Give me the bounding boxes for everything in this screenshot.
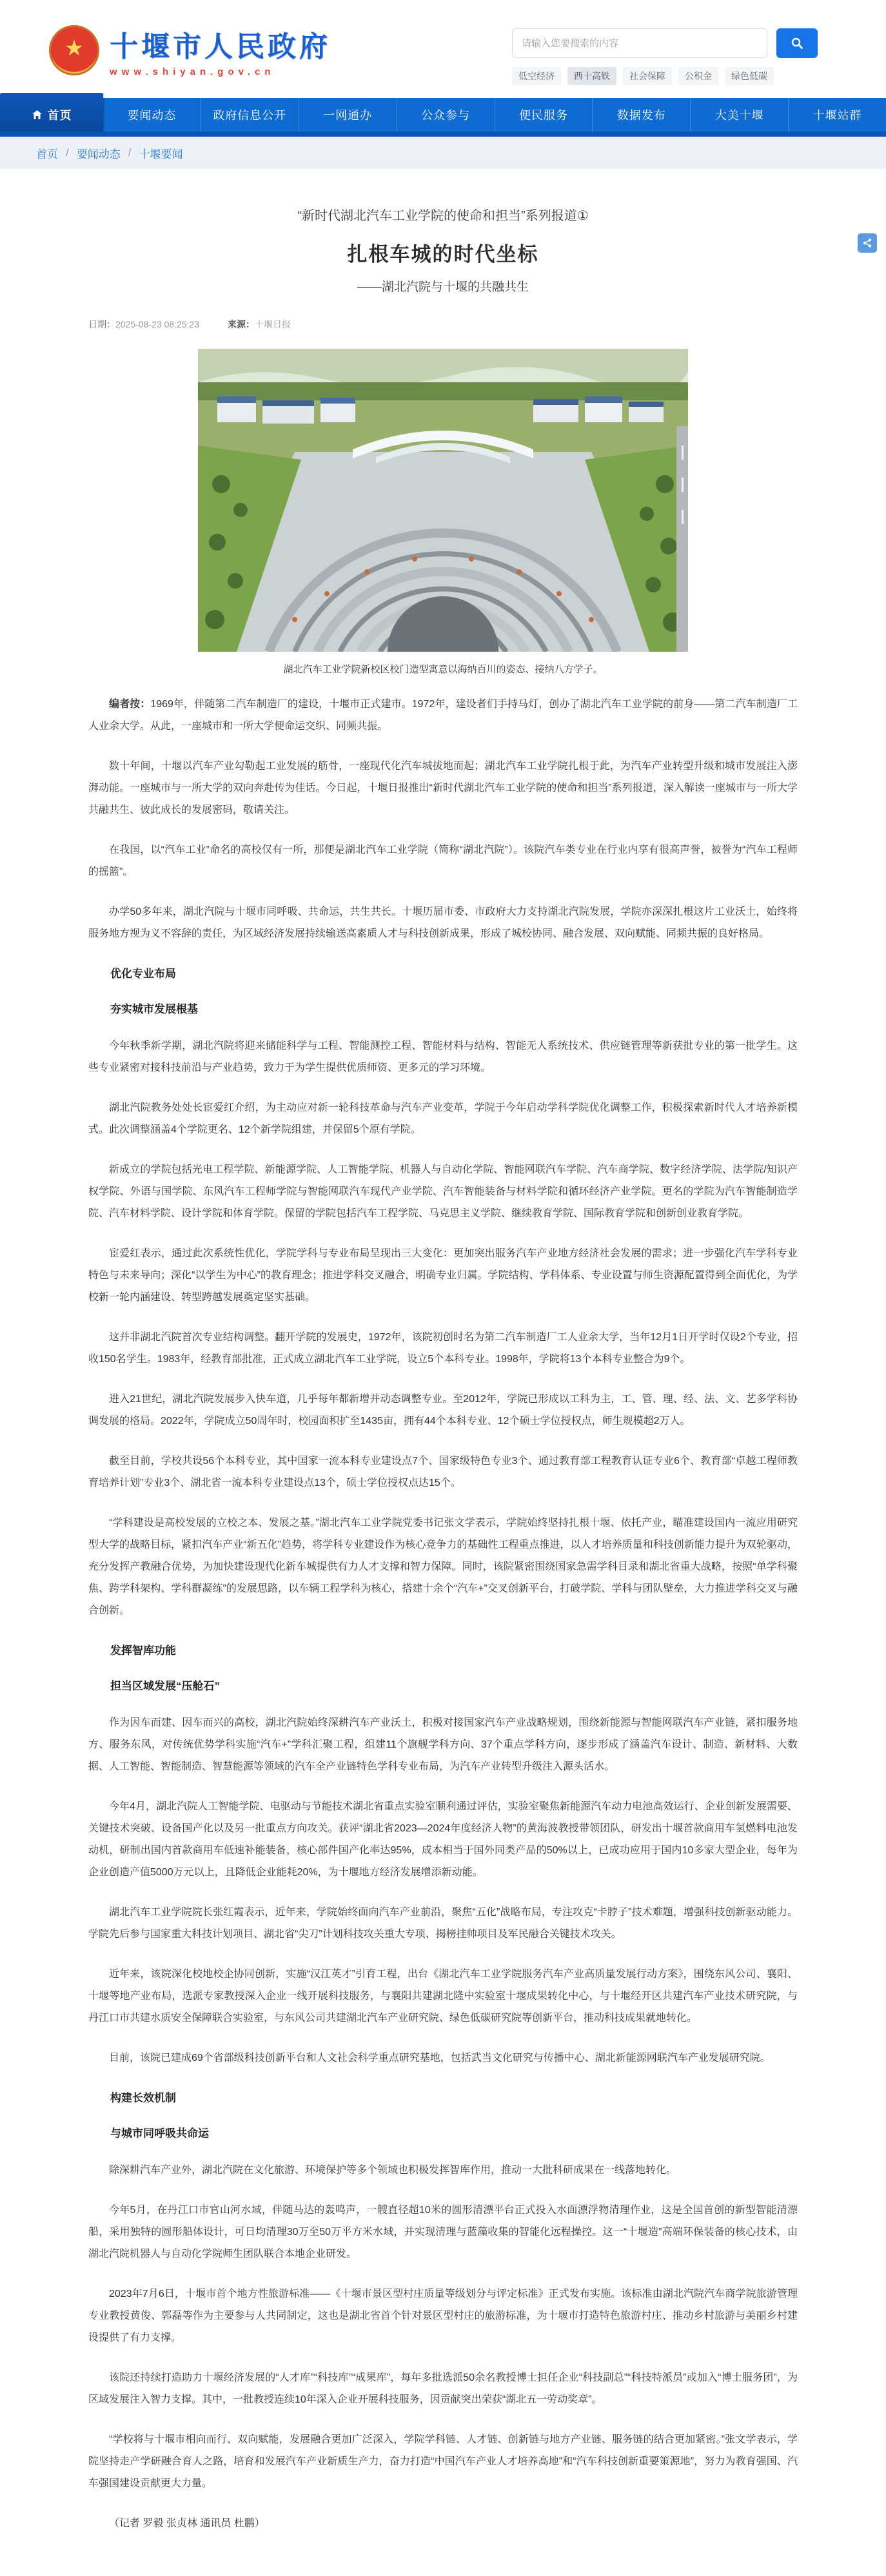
article-source: 十堰日报 [255,319,291,329]
article-paragraph: 今年5月，在丹江口市官山河水域，伴随马达的轰鸣声，一艘直径超10米的圆形清漂平台正式投入水面漂浮物清理作业，这是全国首创的新型智能清漂船，采用独特的圆形船体设计，可日均清理30万至50万平方米水域，并实现清理与蓝藻收集的智能化远程操控。这一“十堰造”高端环保装备的核心技术，由湖北汽院机器人与自动化学院师生团队联合本地企业研发。 [88,2205,798,2259]
nav-item-label: 政府信息公开 [213,109,287,122]
article-paragraph: 该院还持续打造助力十堰经济发展的“人才库”“科技库”“成果库”，每年多批选派50余名教授博士担任企业“科技副总”“科技特派员”或加入“博士服务团”，为区域发展注入智力支撑。其中，一批教授连续10年深入企业开展科技服务，因贡献突出荣获“湖北五一劳动奖章”。 [88,2372,798,2405]
article-paragraph: 湖北汽车工业学院院长张红霞表示，近年来，学院始终面向汽车产业前沿，聚焦“五化”战略布局，专注攻克“卡脖子”技术难题，增强科技创新驱动能力。学院先后参与国家重大科技计划项目、湖北省“尖刀”计划科技攻关重大专项、揭榜挂帅项目及军民融合关键技术攻关。 [88,1907,798,1940]
article-date: 2025-08-23 08:25:23 [115,319,199,329]
nav-item-2[interactable] [103,98,201,132]
main-nav [0,98,886,132]
article-paragraph: 截至目前，学校共设56个本科专业，其中国家一流本科专业建设点7个、国家级特色专业3个、通过教育部工程教育认证专业6个、教育部“卓越工程师教育培养计划”专业3个、湖北省一流本科专业建设点13个，硕士学位授权点达15个。 [88,1456,798,1488]
breadcrumb-separator: / [66,146,69,159]
section-heading: 优化专业布局 [110,968,176,980]
article-paragraph: 办学50多年来，湖北汽院与十堰市同呼吸、共命运，共生共长。十堰历届市委、市政府大力支持湖北汽院发展，学院亦深深扎根这片工业沃土，始终将服务地方视为义不容辞的责任，为区域经济发展持续输送高素质人才与科技创新成果，形成了城校协同、融合发展、双向赋能、同频共振的良好格局。 [88,906,798,939]
article-paragraph: 编者按：1969年，伴随第二汽车制造厂的建设，十堰市正式建市。1972年，建设者们手持马灯，创办了湖北汽车工业学院的前身——第二汽车制造厂工人业余大学。从此，一座城市和一所大学便命运交织、同频共振。 [88,699,798,732]
article-paragraph: 近年来，该院深化校地校企协同创新，实施“汉江英才”引育工程，出台《湖北汽车工业学院服务汽车产业高质量发展行动方案》，围绕东风公司、襄阳、十堰等地产业布局，选派专家教授深入企业一线开展科技服务，与襄阳共建湖北隆中实验室十堰成果转化中心，与十堰经开区共建汽车产业技术研究院，与丹江口市共建水质安全保障联合实验室，与东风公司共建湖北汽车产业研究院、绿色低碳研究院等创新平台，推动科技成果就地转化。 [88,1969,798,2024]
nav-item-label: 公众参与 [421,109,471,122]
hot-words [512,67,818,85]
section-heading: 发挥智库功能 [110,1644,176,1657]
article-subtitle: ——湖北汽院与十堰的共融共生 [357,280,529,294]
search-input[interactable] [512,28,767,58]
date-label: 日期： [88,319,115,329]
article-paragraph: 目前，该院已建成69个省部级科技创新平台和人文社会科学重点研究基地，包括武当文化研究与传播中心、湖北新能源网联汽车产业发展研究院。 [109,2053,771,2064]
site-header [0,0,886,98]
site-url: www.shiyan.gov.cn [110,66,275,77]
site-logo[interactable] [49,23,331,77]
breadcrumb-item-3[interactable]: 十堰要闻 [139,148,183,161]
nav-item-label: 数据发布 [616,109,666,122]
section-heading: 夯实城市发展根基 [110,1003,198,1015]
nav-item-3[interactable] [201,98,299,132]
nav-item-7[interactable] [593,98,691,132]
search-button[interactable] [776,28,818,58]
article-paragraph: 除深耕汽车产业外，湖北汽院在文化旅游、环境保护等多个领域也积极发挥智库作用，推动一大批科研成果在一线落地转化。 [109,2165,677,2176]
source-label: 来源： [228,319,255,329]
article-meta [88,318,798,331]
nav-item-label: 便民服务 [518,109,568,122]
article-paragraph: “学校将与十堰市相向而行、双向赋能，发展融合更加广泛深入，学院学科链、人才链、创新链与地方产业链、服务链的结合更加紧密。”张文学表示，学院坚持走产学研融合育人之路，培育和发展汽车产业新质生产力，奋力打造“中国汽车产业人才培养高地”和“汽车科技创新重要策源地”，努力为教育强国、汽车强国建设贡献更大力量。 [88,2434,798,2489]
section-heading: 与城市同呼吸共命运 [110,2127,209,2140]
article-body [88,694,798,2576]
hot-word-2[interactable]: 西十高铁 [567,67,616,85]
article-paragraph: 新成立的学院包括光电工程学院、新能源学院、人工智能学院、机器人与自动化学院、智能网联汽车学院、汽车商学院、数字经济学院、法学院/知识产权学院、外语与国学院、东风汽车工程师学院与智能网联汽车现代产业学院、汽车智能装备与材料学院和循环经济产业学院。更名的学院为汽车智能制造学院、汽车材料学院、设计学院和体育学院。保留的学院包括汽车工程学院、马克思主义学院、继续教育学院、国际教育学院和创新创业教育学院。 [88,1164,798,1219]
nav-bottom-strip [0,132,886,137]
nav-item-label: 十堰站群 [812,109,862,122]
article-paragraph: 2023年7月6日，十堰市首个地方性旅游标准——《十堰市景区型村庄质量等级划分与评定标准》正式发布实施。该标准由湖北汽院汽车商学院旅游管理专业教授黄俊、郭磊等作为主要参与人共同制定，这也是湖北省首个针对景区型村庄的旅游标准，为十堰市打造特色旅游村庄、推动乡村旅游与美丽乡村建设提供了有力支撑。 [88,2288,798,2343]
search-area [512,23,818,85]
article-paragraph: 这并非湖北汽院首次专业结构调整。翻开学院的发展史，1972年，该院初创时名为第二汽车制造厂工人业余大学，当年12月1日开学时仅设2个专业，招收150名学生。1983年，经教育部批准，正式成立湖北汽车工业学院，设立5个本科专业。1998年，学院将13个本科专业整合为9个。 [88,1332,798,1365]
nav-item-9[interactable] [789,98,886,132]
article-paragraph: 宦爱红表示，通过此次系统性优化，学院学科与专业布局呈现出三大变化：更加突出服务汽车产业地方经济社会发展的需求；进一步强化汽车学科专业特色与未来导向；深化“以学生为中心”的教育理念；推进学科交叉融合，明确专业归属。学院结构、学科体系、专业设置与师生资源配置得到全面优化，为学校新一轮内涵建设、转型跨越发展奠定坚实基础。 [88,1248,798,1303]
article-paragraph: “学科建设是高校发展的立校之本、发展之基。”湖北汽车工业学院党委书记张文学表示，学院始终坚持扎根十堰、依托产业，瞄准建设国内一流应用研究型大学的战略目标，紧扣汽车产业“新五化”趋势，将学科专业建设作为核心竞争力的基础性工程重点推进，以人才培养质量和科技创新能力提升为双轮驱动，充分发挥产教融合优势，为加快建设现代化新车城提供有力人才支撑和智力保障。同时，该院紧密围绕国家急需学科目录和湖北省重大战略，按照“单学科聚焦、跨学科架构、学科群凝练”的发展思路，以车辆工程学科为核心，搭建十余个“汽车+”交叉创新平台，打破学院、学科与团队壁垒，大力推进学科交叉与融合创新。 [88,1517,798,1616]
reporter-line: （记者 罗毅 张贞林 通讯员 杜鹏） [109,2518,265,2529]
nav-item-8[interactable] [691,98,789,132]
breadcrumb-item-1[interactable]: 首页 [36,148,58,161]
star-icon: ★ [64,36,84,61]
site-title: 十堰市人民政府 [110,31,331,63]
search-icon [791,37,803,50]
nav-item-label: 首页 [47,109,72,122]
article-paragraph: 进入21世纪，湖北汽院发展步入快车道，几乎每年都新增并动态调整专业。至2012年，学院已形成以工科为主，工、管、理、经、法、文、艺多学科协调发展的格局。2022年，学院成立50周年时，校园面积扩至1435亩，拥有44个本科专业、12个硕士学位授权点，师生规模超2万人。 [88,1394,798,1427]
article-paragraph: 作为因车而建、因车而兴的高校，湖北汽院始终深耕汽车产业沃土，积极对接国家汽车产业战略规划，围绕新能源与智能网联汽车产业链，紧扣服务地方、服务东风，对传统优势学科实施“汽车+”学科汇聚工程，组建11个旗舰学科方向、37个重点学科方向，逐步形成了涵盖汽车设计、制造、新材料、大数据、人工智能、智能制造、智慧能源等领域的汽车全产业链特色学科专业布局，为汽车产业转型升级注入源头活水。 [88,1717,798,1772]
image-caption: 湖北汽车工业学院新校区校门造型寓意以海纳百川的姿态、接纳八方学子。 [283,664,603,675]
nav-item-label: 要闻动态 [127,109,177,122]
hot-word-3[interactable]: 社会保障 [623,67,672,85]
campus-aerial-photo [198,349,688,652]
nav-item-6[interactable] [495,98,593,132]
article-figure [88,349,798,676]
hot-word-1[interactable]: 低空经济 [512,67,561,85]
article-paragraph: 今年秋季新学期，湖北汽院将迎来储能科学与工程、智能测控工程、智能材料与结构、智能无人系统技术、供应链管理等新获批专业的第一批学生。这些专业紧密对接科技前沿与产业趋势，致力于为学生提供优质师资、更多元的学习环境。 [88,1040,798,1073]
article-paragraph: 数十年间，十堰以汽车产业勾勒起工业发展的筋骨，一座现代化汽车城拔地而起；湖北汽车工业学院扎根于此，为汽车产业转型升级和城市发展注入澎湃动能。一座城市与一所大学的双向奔赴传为佳话。今日起，十堰日报推出“新时代湖北汽车工业学院的使命和担当”系列报道，深入解读一座城市与一所大学共融共生、彼此成长的发展密码，敬请关注。 [88,761,798,815]
breadcrumb-item-2[interactable]: 要闻动态 [76,148,121,161]
nav-item-label: 一网通办 [323,109,373,122]
page-title: 扎根车城的时代坐标 [347,243,539,266]
series-title: “新时代湖北汽车工业学院的使命和担当”系列报道① [297,209,589,223]
article [88,169,798,2576]
nav-item-label: 大美十堰 [714,109,764,122]
article-paragraph: 今年4月，湖北汽院人工智能学院、电驱动与节能技术湖北省重点实验室顺利通过评估，实验室聚焦新能源汽车动力电池高效运行、企业创新发展需要、关键技术突破、设备国产化以及另一批重点方向攻关。获评“湖北省2023—2024年度经济人物”的黄海波教授带领团队，研发出十堰首款商用车氢燃料电池发动机，研制出国内首款商用车低速补能装备，核心部件国产化率达95%，成本相当于国外同类产品的50%以上，已成功应用于国内10多家大型企业，每年为企业创造产值5000万元以上，且降低企业能耗20%，为十堰地方经济发展增添新动能。 [88,1801,798,1878]
share-icon [862,238,872,248]
section-heading: 担当区域发展“压舱石” [110,1680,220,1692]
editor-note-label: 编者按： [109,699,151,710]
hot-word-5[interactable]: 绿色低碳 [725,67,774,85]
nav-item-5[interactable] [397,98,495,132]
article-paragraph: 在我国，以“汽车工业”命名的高校仅有一所，那便是湖北汽车工业学院（简称“湖北汽院”）。该院汽车类专业在行业内享有很高声誉，被誉为“汽车工程师的摇篮”。 [88,844,798,877]
nav-item-4[interactable] [299,98,397,132]
hot-word-4[interactable]: 公积金 [678,67,718,85]
breadcrumb [0,137,886,169]
national-emblem-icon [49,25,99,75]
share-button[interactable] [858,233,877,253]
breadcrumb-separator: / [128,146,132,159]
nav-item-1[interactable] [0,93,103,132]
article-paragraph: 湖北汽院教务处处长宦爱红介绍，为主动应对新一轮科技革命与汽车产业变革，学院于今年启动学科学院优化调整工作，积极探索新时代人才培养新模式。此次调整涵盖4个学院更名、12个新学院组建，并保留5个原有学院。 [88,1102,798,1135]
section-heading: 构建长效机制 [110,2092,176,2104]
home-icon [32,110,43,120]
